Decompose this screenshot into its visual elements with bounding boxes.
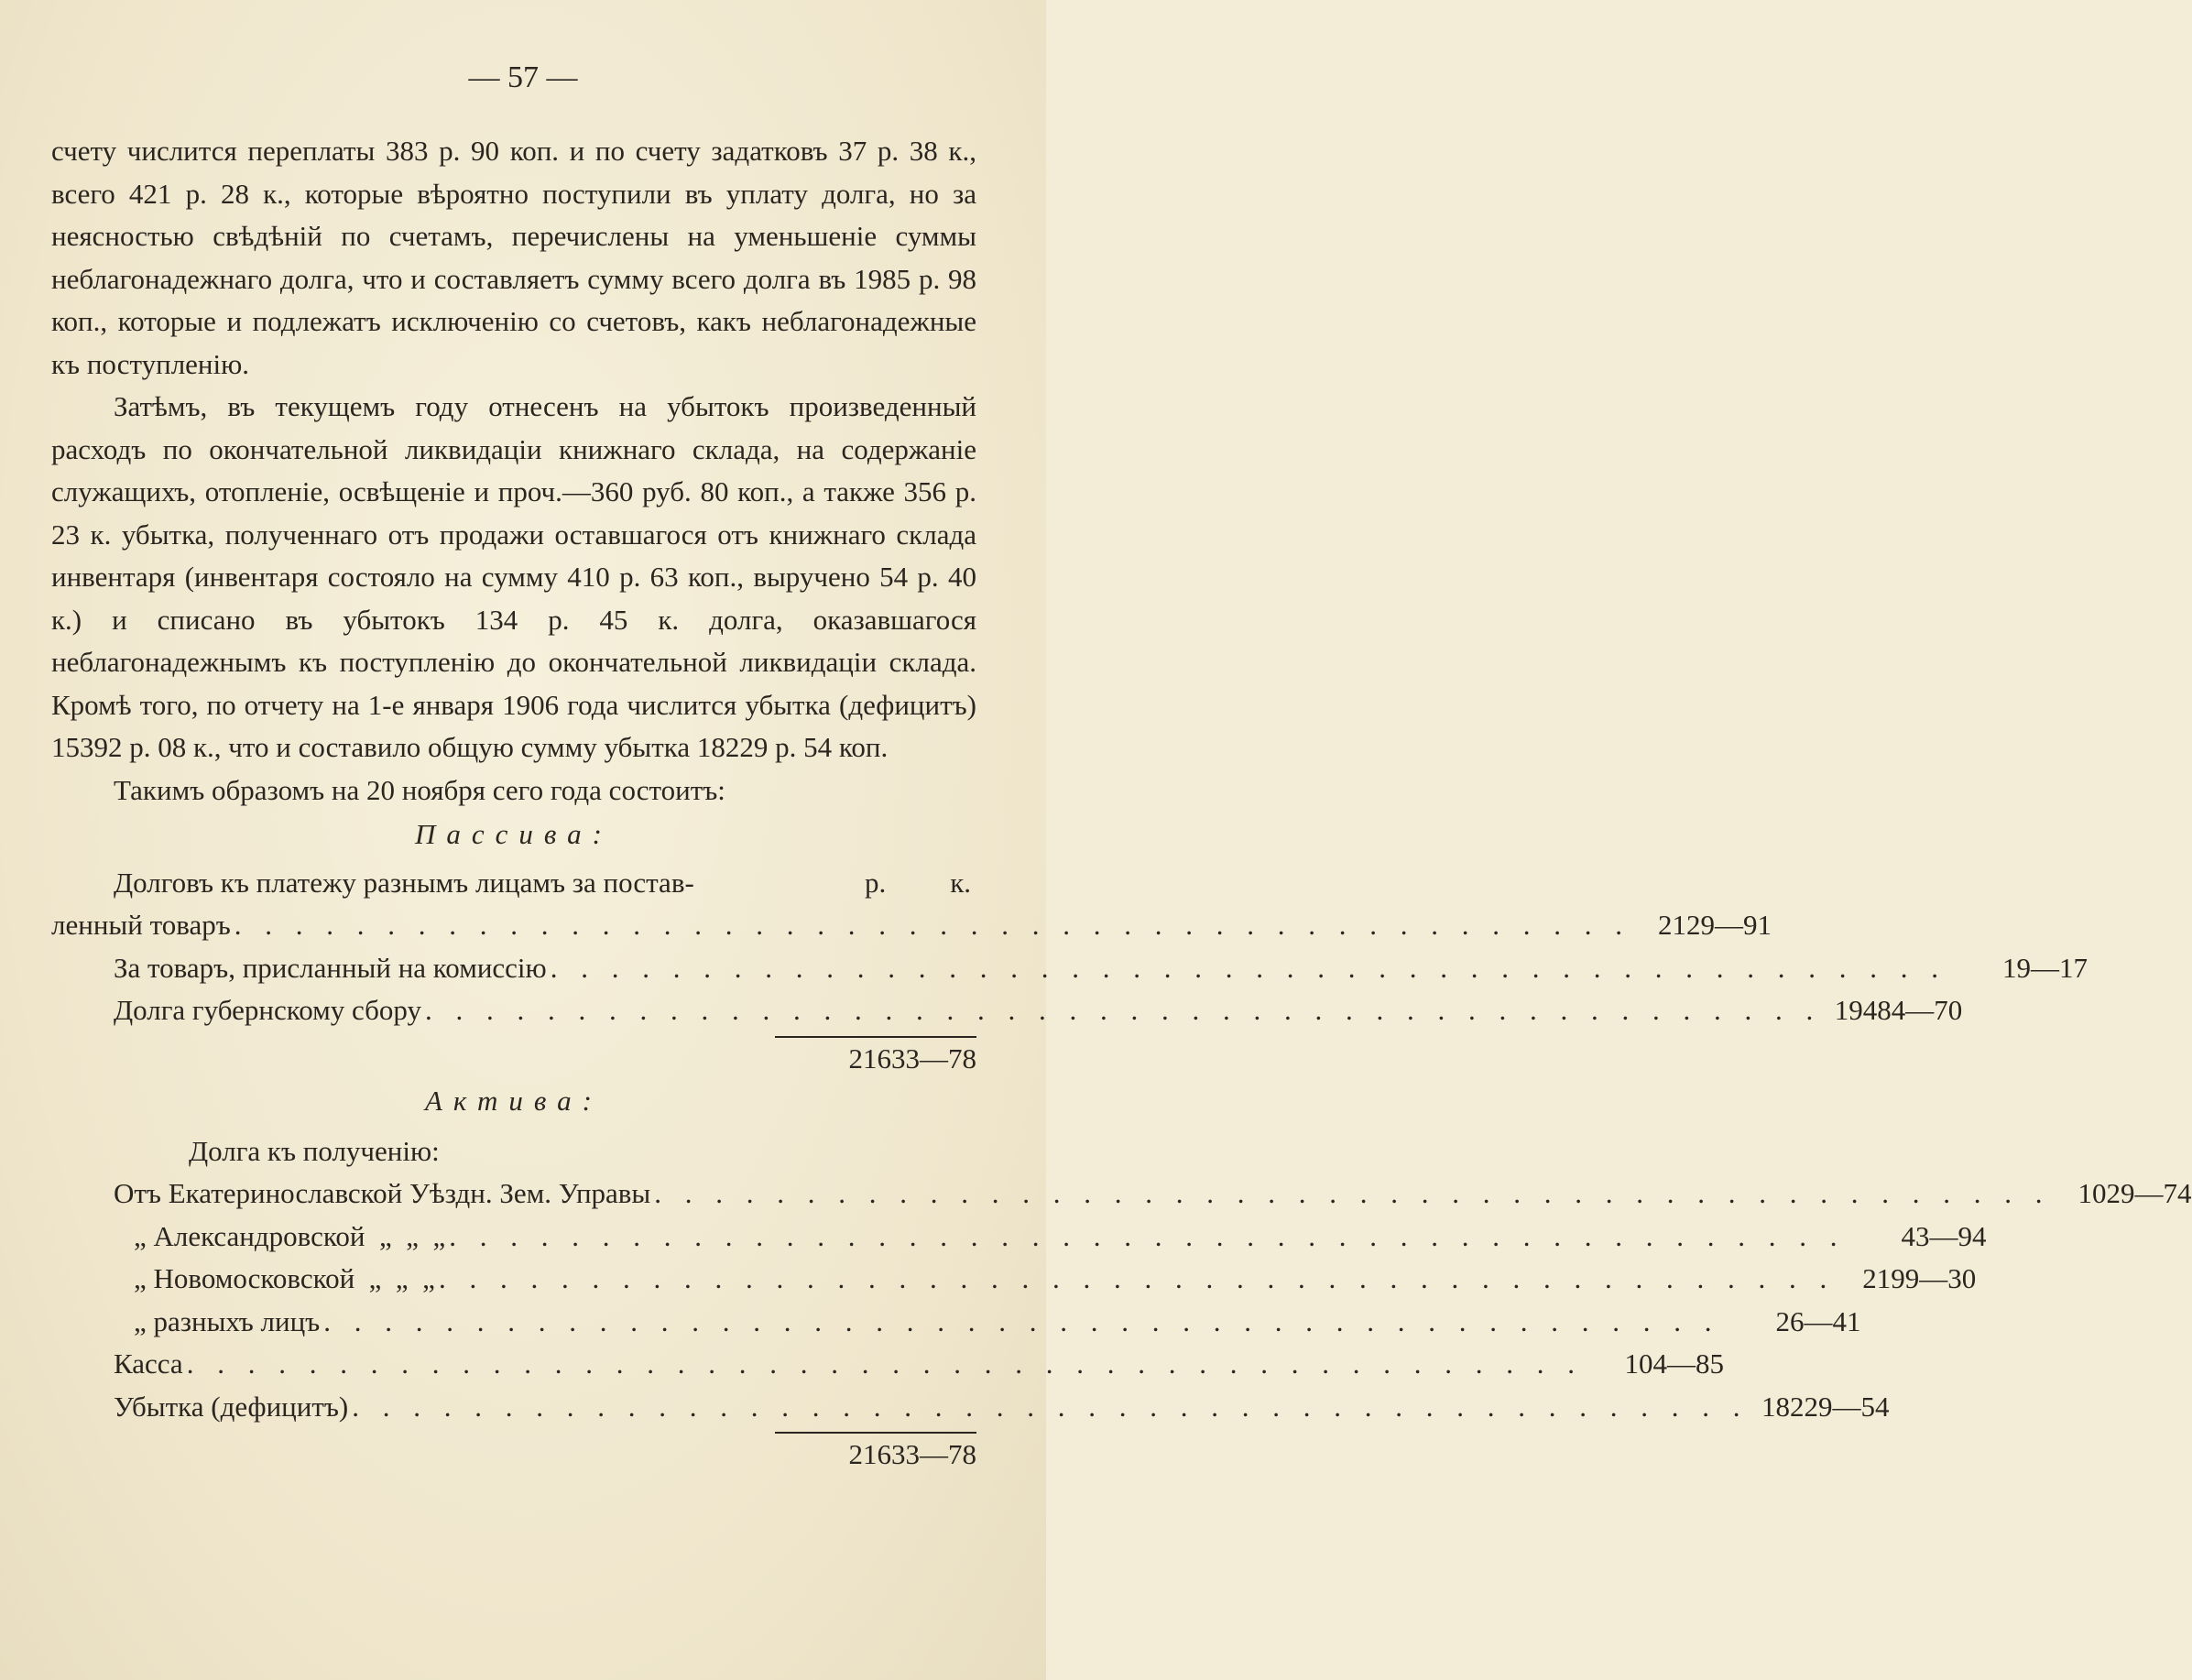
column-rubles: р.: [864, 866, 887, 899]
activa-row-5: [51, 1343, 1724, 1386]
passiva-heading: Пассива:: [415, 818, 613, 850]
activa-row-2: [51, 1216, 1987, 1259]
column-kopecks: к.: [950, 866, 971, 899]
paragraph-3: Такимъ образомъ на 20 ноября сего года состоитъ:: [114, 773, 725, 806]
activa-row-1-label: Отъ Екатеринославской Уѣздн. Зем. Управы: [114, 1177, 651, 1209]
leader-dots: . . . . . . . . . . . . . . . . . . . . . . . . . . . . . . . . . . . . . . . . . . . . . .: [449, 1219, 1846, 1252]
passiva-row-1-label-cont: ленный товаръ: [51, 909, 231, 941]
activa-row-4-value: 26—41: [1775, 1304, 1861, 1337]
passiva-row-1-label: Долговъ къ платежу разнымъ лицамъ за постав-: [114, 866, 694, 899]
activa-row-2-value: 43—94: [1901, 1219, 1987, 1252]
passiva-row-1-line-2: [51, 904, 1772, 947]
activa-subheading: Долга къ полученію:: [189, 1134, 440, 1167]
passiva-row-2: [51, 947, 2088, 990]
paragraph-2: Затѣмъ, въ текущемъ году отнесенъ на убытокъ произведенный расходъ по окончательной ликвидаціи книжнаго склада, на содержаніе служащихъ, отопленіе, освѣщеніе и проч.—360 руб. 80 коп., а также 356 р. 23 к. убытка, полученнаго отъ продажи оставшагося отъ книжнаго склада инвентаря (инвентаря состояло на сумму 410 р. 63 коп., выручено 54 р. 40 к.) и списано въ убытокъ 134 р. 45 к. долга, оказавшагося неблагонадежнымъ къ поступленію до окончательной ликвидаціи склада. Кромѣ того, по отчету на 1-е января 1906 года числится убытка (дефицитъ) 15392 р. 08 к., что и составило общую сумму убытка 18229 р. 54 коп.: [51, 390, 976, 763]
passiva-row-1-line-1: [51, 862, 976, 905]
activa-row-4: [51, 1301, 1861, 1344]
activa-row-6-label: Убытка (дефицитъ): [114, 1390, 349, 1423]
passiva-row-1-value: 2129—91: [1657, 909, 1772, 941]
leader-dots: . . . . . . . . . . . . . . . . . . . . . . . . . . . . . . . . . . . . . . . . . . . . . .: [550, 951, 1947, 984]
leader-dots: . . . . . . . . . . . . . . . . . . . . . . . . . . . . . . . . . . . . . . . . . . . . . .: [424, 994, 1822, 1026]
activa-total: 21633—78: [848, 1438, 976, 1470]
activa-row-1-value: 1029—74: [2077, 1177, 2192, 1209]
passiva-row-3-label: Долга губернскому сбору: [114, 994, 421, 1026]
activa-row-2-label: „ Александровской „ „ „: [134, 1219, 446, 1252]
passiva-row-3-value: 19484—70: [1834, 994, 1963, 1026]
leader-dots: . . . . . . . . . . . . . . . . . . . . . . . . . . . . . . . . . . . . . . . . . . . . . .: [234, 909, 1630, 941]
activa-row-3: [51, 1258, 1977, 1301]
activa-row-5-label: Касса: [114, 1347, 183, 1380]
activa-heading: Актива:: [425, 1085, 603, 1117]
activa-row-1: [51, 1173, 2192, 1216]
paragraph-1: счету числится переплаты 383 р. 90 коп. и по счету задатковъ 37 р. 38 к., всего 421 р. 28 к., которые вѣроятно поступили въ уплату долга, но за неясностью свѣдѣній по счетамъ, перечислены на уменьшеніе суммы неблагонадежнаго долга, что и составляетъ сумму всего долга въ 1985 р. 98 коп., которые и подлежатъ исключенію со счетовъ, какъ неблагонадежные къ поступленію.: [51, 135, 976, 380]
activa-row-4-label: „ разныхъ лицъ: [134, 1304, 321, 1337]
leader-dots: . . . . . . . . . . . . . . . . . . . . . . . . . . . . . . . . . . . . . . . . . . . . . .: [352, 1390, 1749, 1423]
activa-row-5-value: 104—85: [1624, 1347, 1724, 1380]
leader-dots: . . . . . . . . . . . . . . . . . . . . . . . . . . . . . . . . . . . . . . . . . . . . . .: [438, 1262, 1836, 1294]
activa-row-3-label: „ Новомосковской „ „ „: [134, 1262, 435, 1294]
activa-row-6-value: 18229—54: [1761, 1390, 1890, 1423]
activa-row-3-value: 2199—30: [1862, 1262, 1977, 1294]
passiva-total: 21633—78: [848, 1042, 976, 1075]
activa-row-6: [51, 1386, 1890, 1429]
passiva-row-2-label: За товаръ, присланный на комиссію: [114, 951, 547, 984]
currency-columns: [865, 862, 976, 905]
leader-dots: . . . . . . . . . . . . . . . . . . . . . . . . . . . . . . . . . . . . . . . . . . . . . .: [323, 1304, 1720, 1337]
passiva-row-2-value: 19—17: [2001, 951, 2088, 984]
page-number: — 57 —: [468, 60, 578, 94]
leader-dots: . . . . . . . . . . . . . . . . . . . . . . . . . . . . . . . . . . . . . . . . . . . . . .: [654, 1177, 2051, 1209]
passiva-row-3: [51, 989, 1963, 1032]
page-text: [51, 130, 2192, 1477]
leader-dots: . . . . . . . . . . . . . . . . . . . . . . . . . . . . . . . . . . . . . . . . . . . . . .: [186, 1347, 1583, 1380]
